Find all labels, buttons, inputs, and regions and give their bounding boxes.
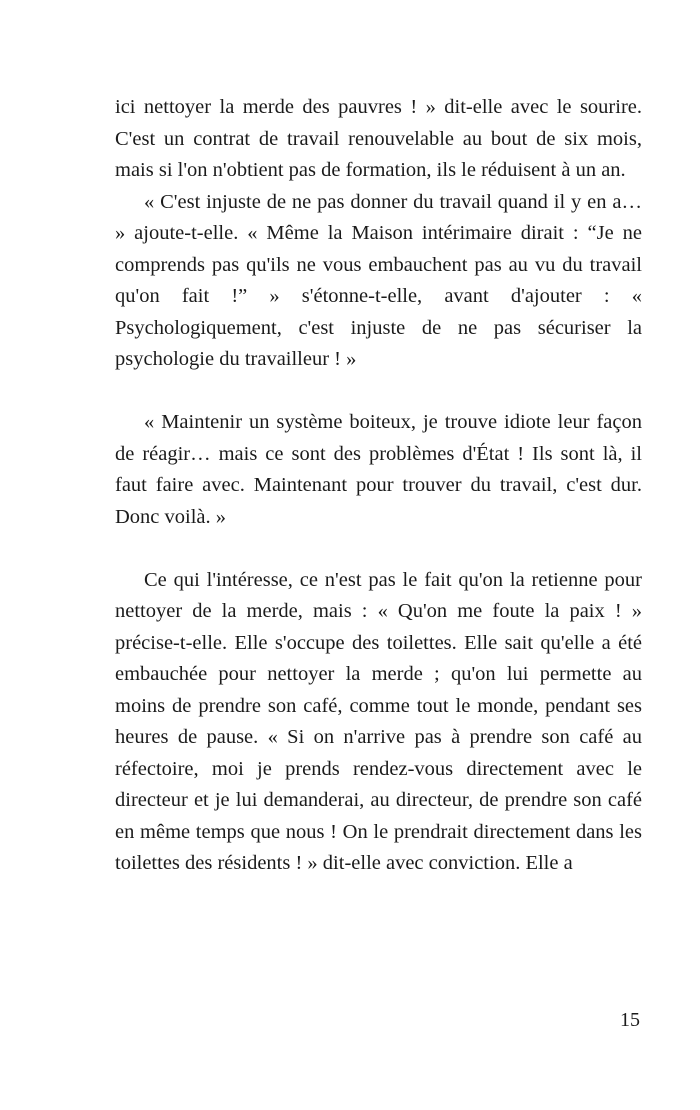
text-block <box>115 92 642 880</box>
paragraph: Ce qui l'intéresse, ce n'est pas le fait qu'on la retienne pour nettoyer de la merde, mais : « Qu'on me foute la paix ! » précise-t-elle. Elle s'occupe des toilettes. Elle sait qu'elle a été embauchée pour nettoyer la merde ; qu'on lui permette au moins de prendre son café, comme tout le monde, pendant ses heures de pause. « Si on n'arrive pas à prendre son café au réfectoire, moi je prends rendez-vous directement avec le directeur et je lui demanderai, au directeur, de prendre son café en même temps que nous ! On le prendrait directement dans les toilettes des résidents ! » dit-elle avec conviction. Elle a <box>115 568 642 874</box>
paragraph: « Maintenir un système boiteux, je trouve idiote leur façon de réagir… mais ce sont des problèmes d'État ! Ils sont là, il faut faire avec. Maintenant pour trouver du travail, c'est dur. Donc voilà. » <box>115 411 642 528</box>
paragraph-continuation: ici nettoyer la merde des pauvres ! » dit-elle avec le sourire. C'est un contrat de travail renouvelable au bout de six mois, mais si l'on n'obtient pas de formation, ils le réduisent à un an. <box>115 96 642 181</box>
page-number: 15 <box>620 1009 640 1031</box>
paragraph: « C'est injuste de ne pas donner du travail quand il y en a… » ajoute-t-elle. « Même la Maison intérimaire dirait : “Je ne comprends pas qu'ils ne vous embauchent pas au vu du travail qu'on fait !” » s'étonne-t-elle, avant d'ajouter : « Psychologiquement, c'est injuste de ne pas sécuriser la psychologie du travailleur ! » <box>115 190 642 370</box>
